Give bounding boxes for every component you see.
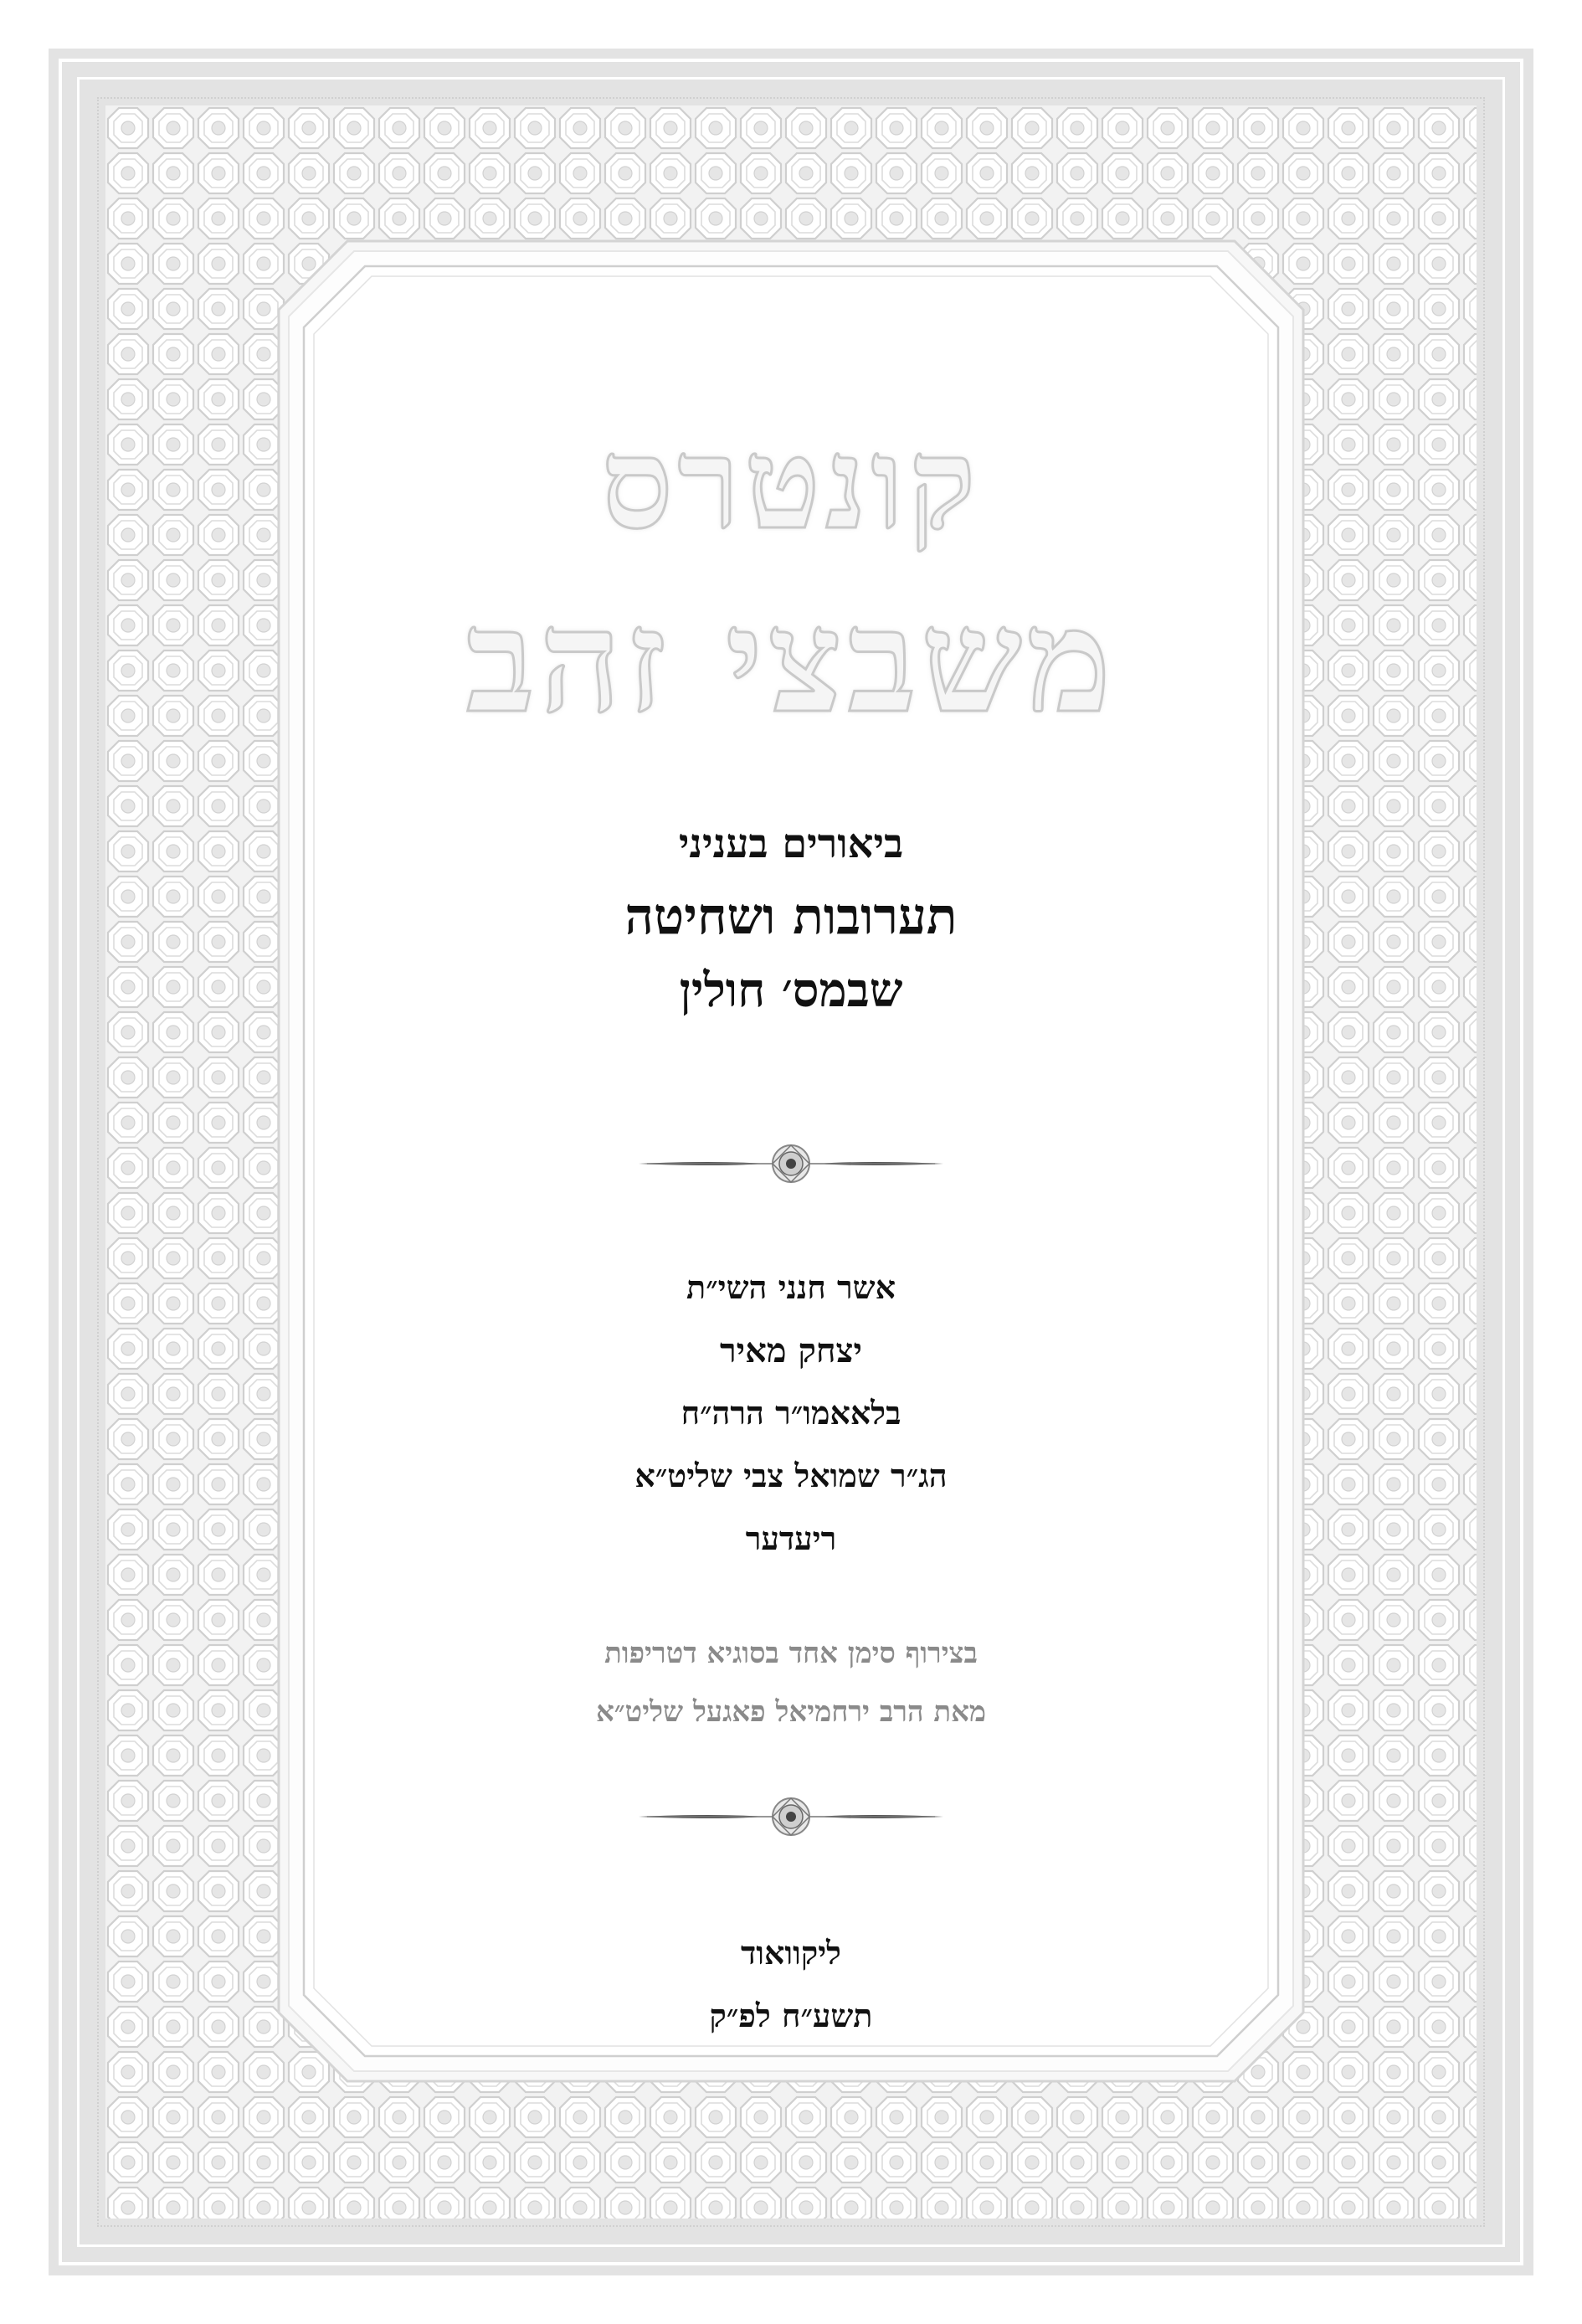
author-line-5: ריעדער [745,1519,837,1557]
publication-place: ליקוואוד [741,1934,841,1972]
book-title-line-2: משבצי זהב [465,578,1117,745]
title-page-content [289,251,1293,2073]
ornamental-divider-icon [639,1792,943,1842]
ornamental-divider-icon [639,1139,943,1189]
author-line-1: אשר חנני השי״ת [686,1268,896,1306]
subtitle-line-1: ביאורים בעניני [678,820,904,867]
author-name: יצחק מאיר [720,1331,862,1370]
book-title-line-1: קונטרס [601,410,981,558]
subtitle-line-2: תערובות ושחיטה [624,887,958,946]
author-line-4: הג״ר שמואל צבי שליט״א [634,1457,948,1494]
appendix-line-1: בצירוף סימן אחד בסוגיא דטריפות [604,1637,978,1670]
appendix-line-2: מאת הרב ירחמיאל פאגעל שליט״א [595,1695,987,1729]
author-line-3: בלאאמו״ר הרה״ח [681,1394,901,1432]
subtitle-line-3: שבמס׳ חולין [679,963,903,1018]
publication-year: תשע״ח לפ״ק [709,1997,873,2034]
